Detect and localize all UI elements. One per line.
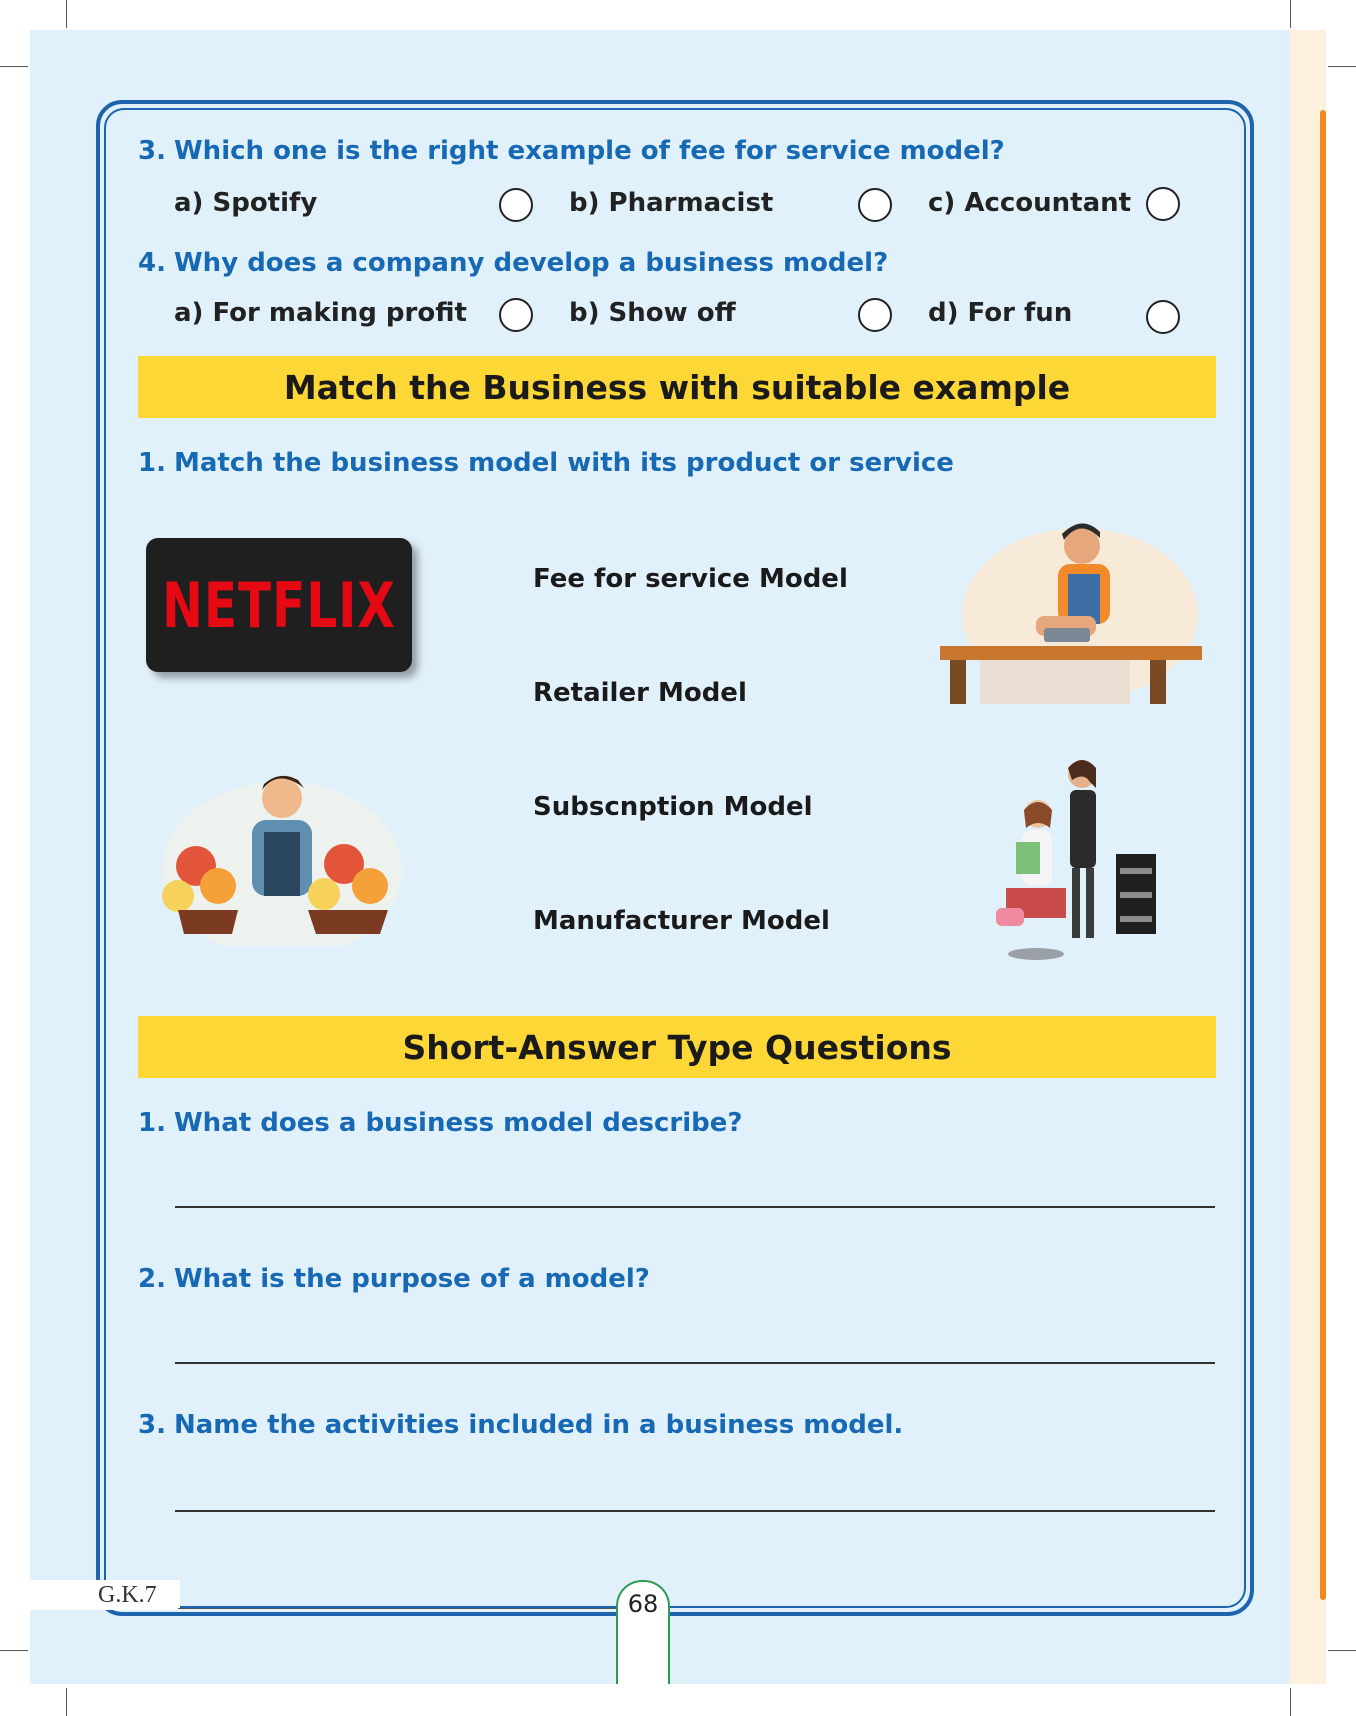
florist-illustration: [148, 770, 416, 946]
mcq4-option-b-radio[interactable]: [858, 298, 892, 332]
question-text: Why does a company develop a business model?: [174, 248, 889, 278]
mcq3-option-b-radio[interactable]: [858, 188, 892, 222]
question-text: What is the purpose of a model?: [174, 1264, 650, 1294]
question-number: 4.: [138, 248, 166, 278]
question-number: 1.: [138, 448, 166, 478]
mcq4-option-b: b) Show off: [569, 298, 736, 328]
mcq3-option-c-radio[interactable]: [1146, 187, 1180, 221]
netflix-logo-card: [146, 538, 412, 672]
side-accent: [1320, 110, 1326, 1600]
question-number: 3.: [138, 136, 166, 166]
answer-line-2[interactable]: [175, 1362, 1215, 1364]
page-number: 68: [627, 1590, 659, 1618]
question-text: Which one is the right example of fee for service model?: [174, 136, 1005, 166]
short-question-2: [138, 1264, 650, 1294]
short-question-3: [138, 1410, 903, 1440]
short-answer-banner: Short-Answer Type Questions: [138, 1016, 1216, 1078]
match-section-banner: Match the Business with suitable example: [138, 356, 1216, 418]
netflix-logo: NETFLIX: [162, 568, 396, 642]
model-label-fee-for-service: Fee for service Model: [533, 564, 848, 594]
question-text: What does a business model describe?: [174, 1108, 743, 1138]
mcq4-option-d: d) For fun: [928, 298, 1073, 328]
mcq-question-4: [138, 248, 888, 278]
mcq3-option-a-radio[interactable]: [499, 188, 533, 222]
mcq3-option-a: a) Spotify: [174, 188, 318, 218]
answer-line-1[interactable]: [175, 1206, 1215, 1208]
mcq4-option-a: a) For making profit: [174, 298, 467, 328]
question-number: 3.: [138, 1410, 166, 1440]
model-label-manufacturer: Manufacturer Model: [533, 906, 830, 936]
question-text: Match the business model with its product or service: [174, 448, 954, 478]
footer-rule: [178, 1608, 618, 1609]
hair-salon-illustration: [976, 758, 1162, 964]
mcq3-option-b: b) Pharmacist: [569, 188, 774, 218]
carpenter-illustration: [940, 518, 1202, 704]
model-label-subscription: Subscnption Model: [533, 792, 813, 822]
model-label-retailer: Retailer Model: [533, 678, 747, 708]
question-number: 2.: [138, 1264, 166, 1294]
question-number: 1.: [138, 1108, 166, 1138]
book-label: G.K.7: [30, 1580, 180, 1610]
question-text: Name the activities included in a business model.: [174, 1410, 904, 1440]
mcq3-option-c: c) Accountant: [928, 188, 1132, 218]
mcq4-option-a-radio[interactable]: [499, 298, 533, 332]
match-instruction: [138, 448, 954, 478]
mcq4-option-d-radio[interactable]: [1146, 300, 1180, 334]
answer-line-3[interactable]: [175, 1510, 1215, 1512]
short-question-1: [138, 1108, 742, 1138]
mcq-question-3: [138, 136, 1005, 166]
